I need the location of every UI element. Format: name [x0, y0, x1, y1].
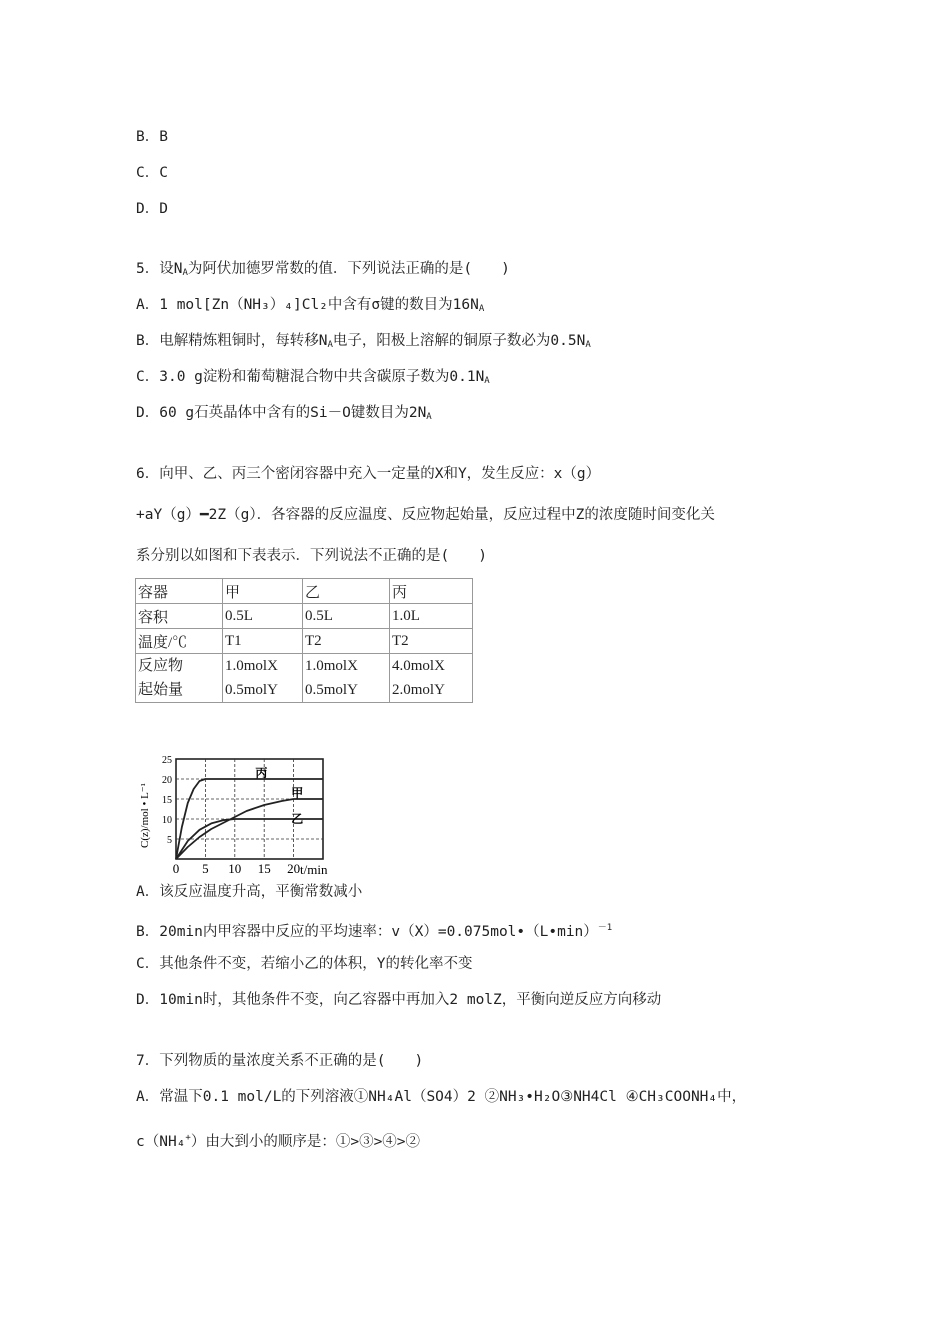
y-tick-label: 25 [162, 755, 172, 766]
q6-conditions-table [135, 578, 473, 703]
table-cell: 丙 [390, 579, 473, 604]
x-axis-label: t/min [300, 862, 328, 877]
x-tick-label: 20 [287, 861, 301, 876]
table-cell: 1.0L [390, 604, 473, 629]
q5-option-b: B．电解精炼粗铜时，每转移$N_A$电子，阳极上溶解的铜原子数必为$0.5N_A$ [136, 333, 591, 350]
y-tick-label: 5 [167, 835, 172, 846]
table-cell: 容积 [136, 604, 223, 629]
series-label: 丙 [255, 766, 268, 780]
series-label: 乙 [291, 812, 304, 826]
q5-option-a: A．1 mol[Zn（NH₃）₄]Cl₂中含有σ键的数目为$16N_A$ [136, 297, 485, 314]
table-row [136, 654, 473, 703]
table-cell: 甲 [223, 579, 303, 604]
q5-stem: 5．设$N_A$为阿伏加德罗常数的值．下列说法正确的是( ) [136, 261, 510, 278]
option-b-prev: B．B [136, 129, 168, 145]
table-cell: 1.0molX 0.5molY [223, 654, 303, 703]
table-header-row [136, 579, 473, 604]
y-tick-label: 10 [162, 815, 172, 826]
table-cell: 乙 [303, 579, 390, 604]
q7-stem: 7．下列物质的量浓度关系不正确的是( ) [136, 1053, 424, 1069]
q5-option-c: C．3.0 g淀粉和葡萄糖混合物中共含碳原子数为$0.1N_A$ [136, 369, 490, 386]
table-cell: 4.0molX 2.0molY [390, 654, 473, 703]
y-axis-label: C(z)/mol • L⁻¹ [139, 783, 151, 848]
table-cell: 0.5L [303, 604, 390, 629]
plot-frame [176, 759, 323, 859]
table-row [136, 629, 473, 654]
y-tick-label: 20 [162, 775, 172, 786]
series-line-甲 [176, 799, 323, 859]
concentration-chart [130, 748, 350, 878]
x-tick-label: 5 [202, 861, 209, 876]
x-tick-label: 0 [172, 861, 180, 876]
table-row [136, 604, 473, 629]
series-label: 甲 [291, 786, 304, 800]
option-d-prev: D．D [136, 201, 168, 217]
table-cell: T2 [303, 629, 390, 654]
q7-option-a-line1: A．常温下0.1 mol/L的下列溶液①NH₄Al（SO4）2 ②NH₃•H₂O③NH4Cl ④CH₃COONH₄中， [136, 1089, 747, 1105]
q7-option-a-line2: c（NH₄+）由大到小的顺序是：①>③>④>② [136, 1133, 421, 1150]
option-c-prev: C．C [136, 165, 168, 181]
q6-option-d: D．10min时，其他条件不变，向乙容器中再加入2 molZ，平衡向逆反应方向移动 [136, 992, 662, 1008]
table-cell: 0.5L [223, 604, 303, 629]
table-cell: 温度/℃ [136, 629, 223, 654]
x-tick-label: 15 [257, 861, 271, 876]
table-cell: T1 [223, 629, 303, 654]
x-tick-label: 10 [228, 861, 242, 876]
q6-stem-line1: 6．向甲、乙、丙三个密闭容器中充入一定量的X和Y，发生反应：x（g） [136, 466, 601, 482]
y-tick-label: 15 [162, 795, 172, 806]
table-cell: 反应物 起始量 [136, 654, 223, 703]
q5-option-d: D．60 g石英晶体中含有的Si－O键数目为$2N_A$ [136, 405, 432, 422]
q6-option-a: A．该反应温度升高，平衡常数减小 [136, 884, 363, 900]
q6-option-b: B．20min内甲容器中反应的平均速率：v（X）=0.075mol•（L•min）$^{-1}$ [136, 923, 613, 940]
q6-stem-line2: +aY（g）━2Z（g）．各容器的反应温度、反应物起始量，反应过程中Z的浓度随时间变化关 [136, 507, 715, 523]
table-cell: 1.0molX 0.5molY [303, 654, 390, 703]
table-cell: T2 [390, 629, 473, 654]
table-cell: 容器 [136, 579, 223, 604]
q6-option-c: C．其他条件不变，若缩小乙的体积，Y的转化率不变 [136, 956, 473, 972]
q6-stem-line3: 系分别以如图和下表表示．下列说法不正确的是( ) [136, 548, 487, 564]
